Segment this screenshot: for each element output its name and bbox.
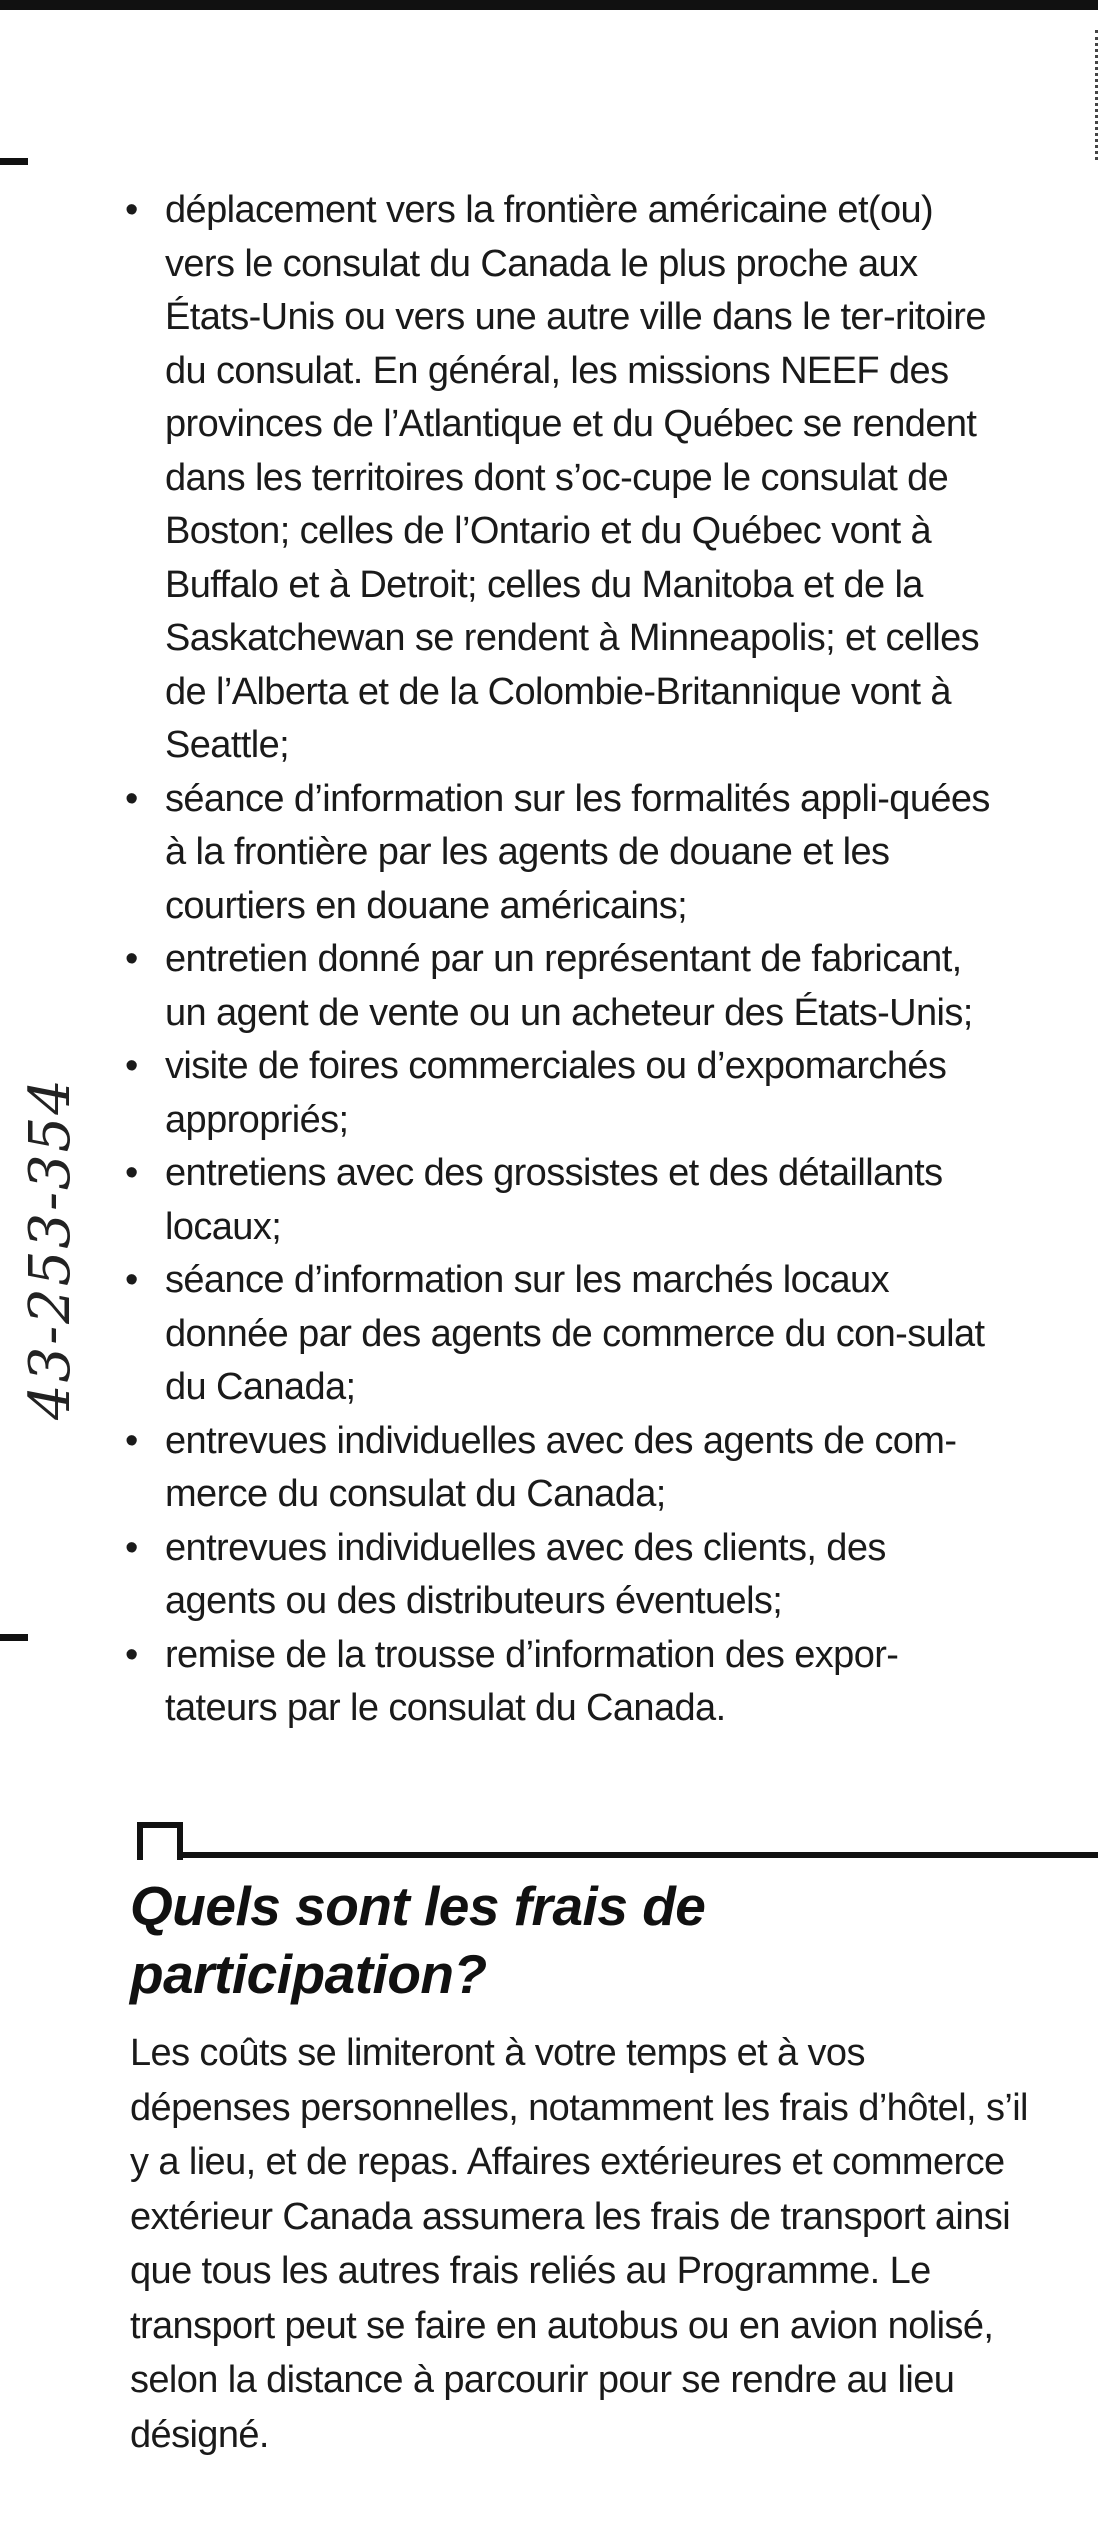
bullet-icon: • <box>125 777 138 820</box>
bullet-icon: • <box>125 189 138 231</box>
list-item <box>125 1254 1005 1415</box>
list-item-text: visite de foires commerciales ou d’expomarchés appropriés; <box>165 1045 947 1141</box>
checkbox-square-icon <box>137 1822 183 1860</box>
list-item-text: entretiens avec des grossistes et des détaillants locaux; <box>165 1152 943 1248</box>
right-edge-scan-marks <box>1089 30 1098 160</box>
bullet-icon: • <box>125 1526 138 1569</box>
bullet-icon: • <box>125 1419 138 1462</box>
bullet-icon: • <box>125 1633 138 1676</box>
activity-bullet-list <box>125 184 1005 1736</box>
list-item <box>125 773 1005 934</box>
bullet-icon: • <box>125 1259 138 1301</box>
list-item-text: remise de la trousse d’information des expor-tateurs par le consulat du Canada. <box>165 1633 899 1729</box>
list-item <box>125 933 1005 1040</box>
list-item <box>125 1147 1005 1254</box>
section-divider-rule <box>137 1852 1098 1858</box>
list-item-text: entrevues individuelles avec des clients, des agents ou des distributeurs éventuels; <box>165 1526 886 1622</box>
list-item <box>125 184 1005 773</box>
list-item-text: entretien donné par un représentant de fabricant, un agent de vente ou un acheteur des États-Unis; <box>165 938 973 1034</box>
list-item <box>125 1415 1005 1522</box>
section-body-paragraph: Les coûts se limiteront à votre temps et à vos dépenses personnelles, notamment les frais d’hôtel, s’il y a lieu, et de repas. Affaires extérieures et commerce extérieur Canada assumera les frais de transport ainsi que tous les autres frais reliés au Programme. Le transport peut se faire en autobus ou en avion nolisé, selon la distance à parcourir pour se rendre au lieu désigné. <box>130 2032 1028 2456</box>
section-heading: Quels sont les frais de participation? <box>130 1875 706 2005</box>
top-border-rule <box>0 0 1098 10</box>
bullet-icon: • <box>125 1152 138 1194</box>
list-item-text: séance d’information sur les formalités appli-quées à la frontière par les agents de douane et les courtiers en douane américains; <box>165 777 990 927</box>
bullet-icon: • <box>125 938 138 980</box>
handwritten-annotation: 43-253-354 <box>18 1077 83 1420</box>
left-margin-tick-upper <box>0 158 28 165</box>
list-item-text: déplacement vers la frontière américaine et(ou) vers le consulat du Canada le plus proche aux États-Unis ou vers une autre ville dans le ter-ritoire du consulat. En général, les missions NEEF des provinces de l’Atlantique et du Québec se rendent dans les territoires dont s’oc-cupe le consulat de Boston; celles de l’Ontario et du Québec vont à Buffalo et à Detroit; celles du Manitoba et de la Saskatchewan se rendent à Minneapolis; et celles de l’Alberta et de la Colombie-Britannique vont à Seattle; <box>165 189 986 766</box>
left-margin-tick-lower <box>0 1634 28 1641</box>
list-item <box>125 1522 1005 1629</box>
list-item <box>125 1040 1005 1147</box>
list-item-text: séance d’information sur les marchés locaux donnée par des agents de commerce du con-sulat du Canada; <box>165 1259 985 1408</box>
bullet-icon: • <box>125 1045 138 1087</box>
list-item-text: entrevues individuelles avec des agents de com-merce du consulat du Canada; <box>165 1419 957 1515</box>
list-item <box>125 1629 1005 1736</box>
